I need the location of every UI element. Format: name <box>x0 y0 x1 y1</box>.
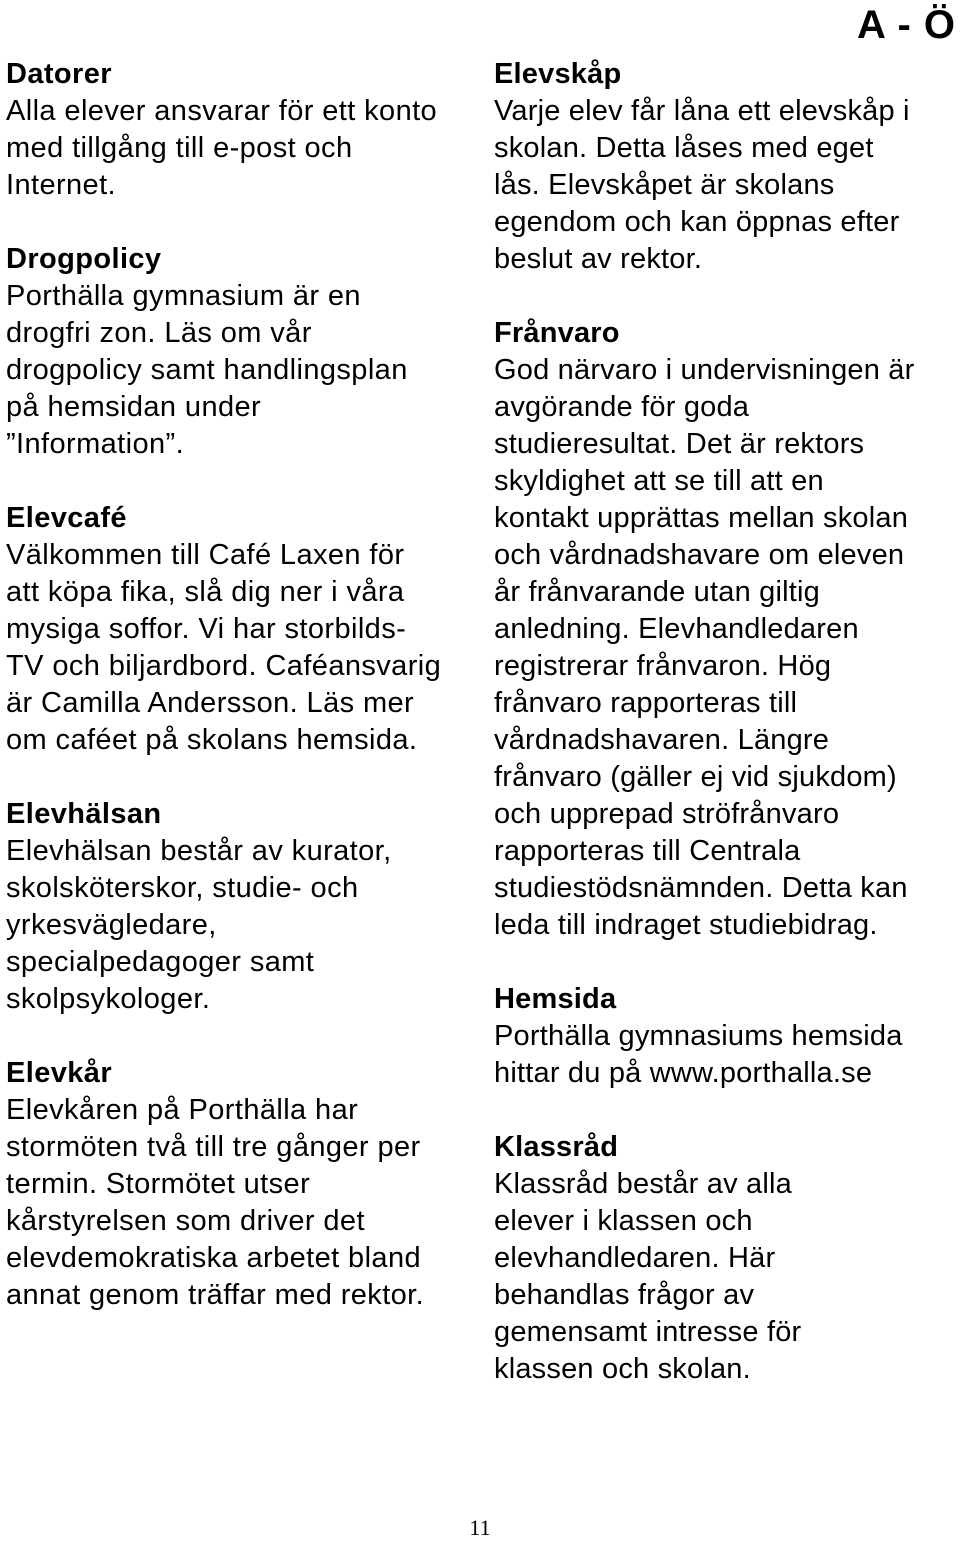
section-body: Elevhälsan består av kurator, skolsköterskor, studie- och yrkesvägledare, specialpedagoger samt skolpsykologer. <box>6 835 392 1015</box>
right-column <box>494 56 956 1425</box>
section-elevskap <box>494 56 956 278</box>
section-drogpolicy <box>6 241 476 463</box>
section-franvaro <box>494 315 956 944</box>
section-body: Porthälla gymnasiums hemsida hittar du på www.porthalla.se <box>494 1020 903 1089</box>
section-heading: Hemsida <box>494 983 617 1015</box>
section-heading: Datorer <box>6 58 112 90</box>
section-body: Elevkåren på Porthälla har stormöten två till tre gånger per termin. Stormötet utser kårstyrelsen som driver det elevdemokratiska arbetet bland annat genom träffar med rektor. <box>6 1094 425 1311</box>
page-number: 11 <box>469 1515 491 1540</box>
page-title: A - Ö <box>856 3 956 47</box>
section-heading: Klassråd <box>494 1131 619 1163</box>
section-hemsida <box>494 981 956 1092</box>
section-body: God närvaro i undervisningen är avgörande för goda studieresultat. Det är rektors skyldighet att se till att en kontakt upprättas mellan skolan och vårdnadshavare om eleven år frånvarande utan giltig anledning. Elevhandledaren registrerar frånvaron. Hög frånvaro rapporteras till vårdnadshavaren. Längre frånvaro (gäller ej vid sjukdom) och upprepad ströfrånvaro rapporteras till Centrala studiestödsnämnden. Detta kan leda till indraget studiebidrag. <box>494 354 915 941</box>
section-heading: Elevcafé <box>6 502 127 534</box>
section-body: Varje elev får låna ett elevskåp i skolan. Detta låses med eget lås. Elevskåpet är skolans egendom och kan öppnas efter beslut av rektor. <box>494 95 910 275</box>
section-body: Porthälla gymnasium är en drogfri zon. Läs om vår drogpolicy samt handlingsplan på hemsidan under ”Information”. <box>6 280 408 460</box>
section-klassrad <box>494 1129 956 1388</box>
section-elevcafe <box>6 500 476 759</box>
section-body: Klassråd består av alla elever i klassen och elevhandledaren. Här behandlas frågor av gemensamt intresse för klassen och skolan. <box>494 1168 802 1385</box>
section-heading: Elevskåp <box>494 58 622 90</box>
section-heading: Elevhälsan <box>6 798 162 830</box>
section-elevhalsan <box>6 796 476 1018</box>
section-body: Alla elever ansvarar för ett konto med tillgång till e-post och Internet. <box>6 95 438 201</box>
left-column <box>6 56 476 1351</box>
section-heading: Elevkår <box>6 1057 112 1089</box>
section-datorer <box>6 56 476 204</box>
section-heading: Drogpolicy <box>6 243 162 275</box>
section-elevkar <box>6 1055 476 1314</box>
section-body: Välkommen till Café Laxen för att köpa fika, slå dig ner i våra mysiga soffor. Vi har storbilds- TV och biljardbord. Caféansvarig är Camilla Andersson. Läs mer om caféet på skolans hemsida. <box>6 539 442 756</box>
section-heading: Frånvaro <box>494 317 620 349</box>
